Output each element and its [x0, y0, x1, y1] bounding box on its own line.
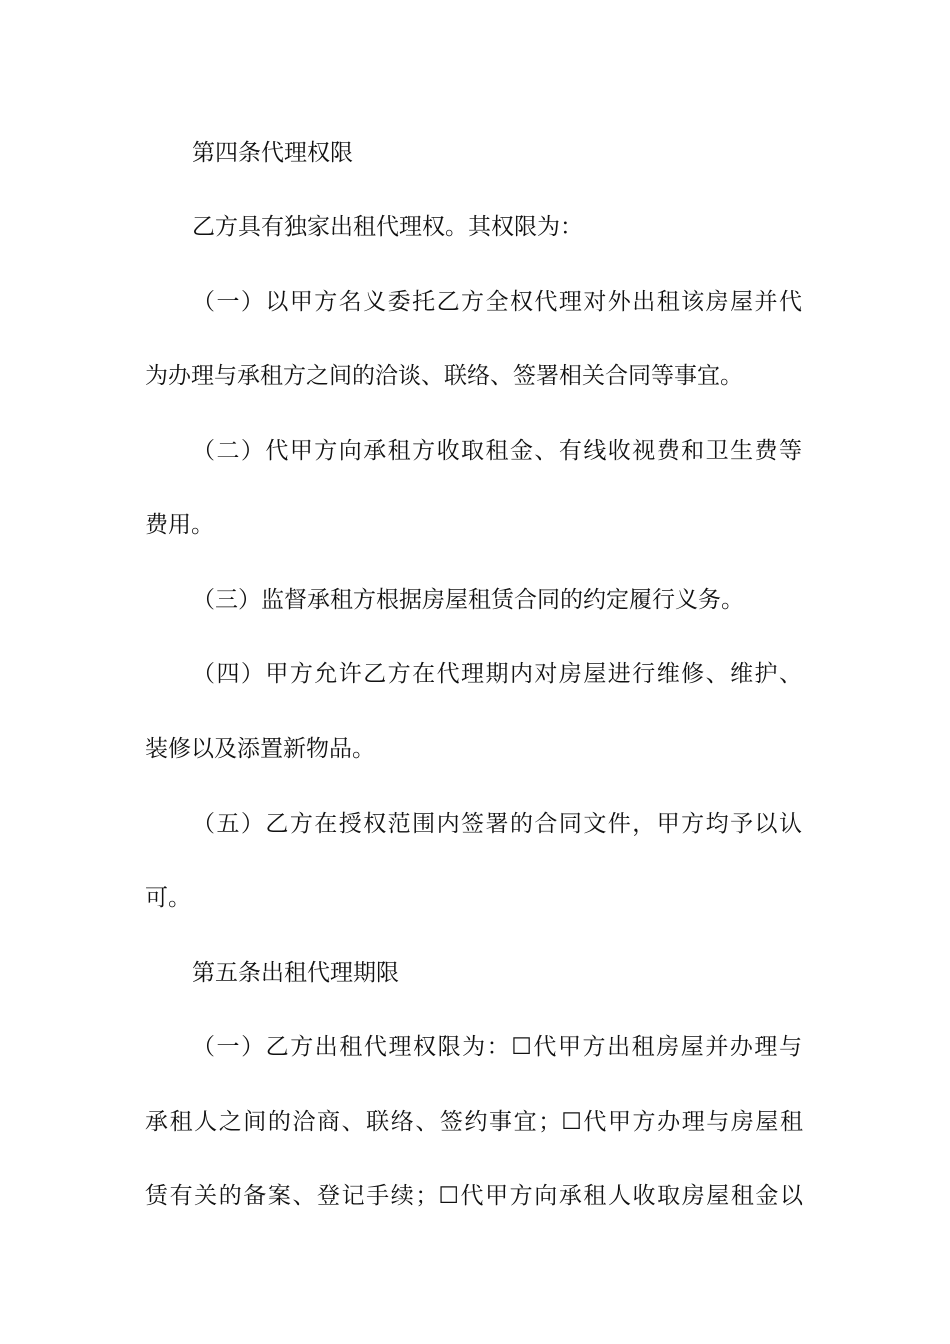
paragraph-line: 乙方具有独家出租代理权。其权限为：	[192, 214, 583, 240]
paragraph-line: （四）甲方允许乙方在代理期内对房屋进行维修、维护、	[192, 661, 802, 687]
article-5-heading: 第五条出租代理期限	[192, 960, 399, 986]
paragraph-line: 可。	[145, 885, 191, 911]
paragraph-line: 费用。	[145, 512, 214, 538]
paragraph-line: 装修以及添置新物品。	[145, 736, 375, 762]
paragraph-line: 承租人之间的洽商、联络、签约事宜；☐代甲方办理与房屋租	[145, 1109, 803, 1135]
paragraph-line: 为办理与承租方之间的洽谈、联络、签署相关合同等事宜。	[145, 363, 743, 389]
paragraph-line: 赁有关的备案、登记手续；☐代甲方向承租人收取房屋租金以	[145, 1183, 803, 1209]
paragraph-line: （一）乙方出租代理权限为：☐代甲方出租房屋并办理与	[192, 1034, 802, 1060]
paragraph-line: （二）代甲方向承租方收取租金、有线收视费和卫生费等	[192, 438, 802, 464]
paragraph-line: （五）乙方在授权范围内签署的合同文件，甲方均予以认	[192, 811, 802, 837]
paragraph-line: （三）监督承租方根据房屋租赁合同的约定履行义务。	[192, 587, 744, 613]
paragraph-line: （一）以甲方名义委托乙方全权代理对外出租该房屋并代	[192, 289, 802, 315]
article-4-heading: 第四条代理权限	[192, 140, 353, 166]
